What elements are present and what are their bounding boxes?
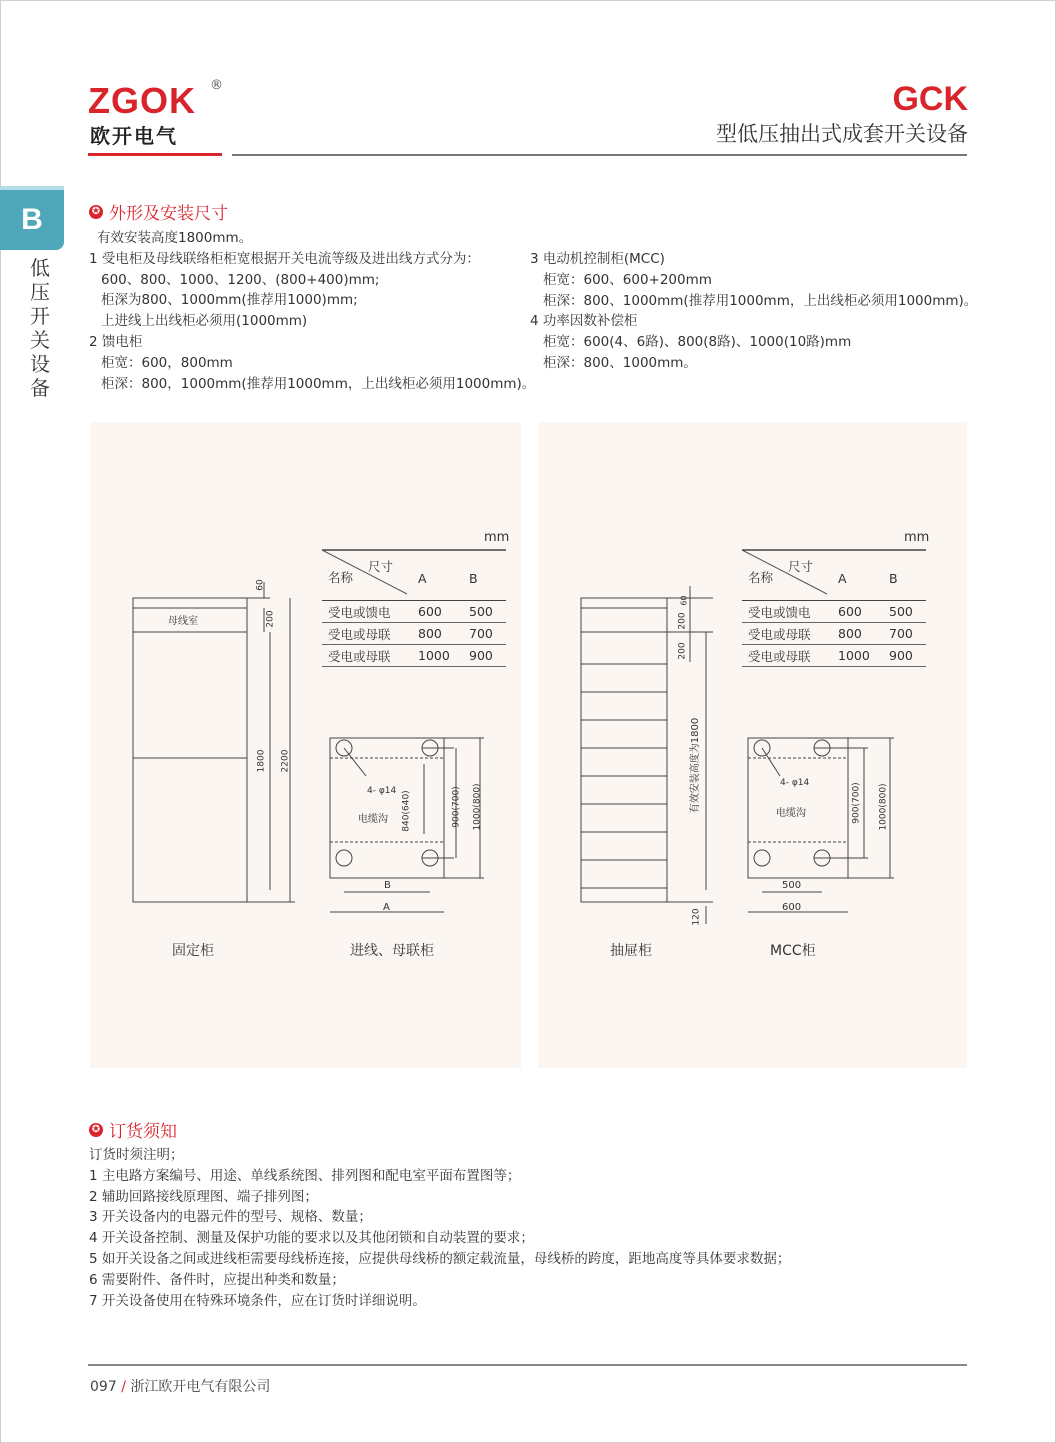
table-header-dim: 尺寸	[788, 559, 814, 574]
holes-label: 4- φ14	[367, 786, 397, 796]
section-heading-dimensions	[89, 199, 228, 224]
fixed-cabinet-drawing	[130, 572, 310, 912]
dim-840-label: 840(640)	[401, 790, 412, 832]
footer-separator: /	[121, 1379, 126, 1395]
table-cell: 1000	[412, 645, 463, 667]
text-line: 有效安装高度1800mm。	[97, 230, 253, 246]
logo-underline	[88, 153, 222, 156]
table-cell: 1000	[832, 645, 883, 667]
text-line: 5 如开关设备之间或进线柜需要母线桥连接，应提供母线桥的额定载流量，母线桥的跨度，距地高度等具体要求数据；	[89, 1250, 791, 1267]
dim-600-label: 600	[782, 902, 802, 913]
text-line: 4 开关设备控制、测量及保护功能的要求以及其他闭锁和自动装置的要求；	[89, 1230, 534, 1247]
right-text-block	[530, 249, 977, 374]
side-tab-label: 低压开关设备	[30, 256, 50, 400]
table-cell: 受电或母联	[742, 623, 832, 645]
brand-company-short: 欧开电气	[90, 124, 178, 148]
dimension-table	[322, 550, 506, 667]
left-text-block	[89, 228, 535, 394]
table-cell: 受电或母联	[322, 645, 412, 667]
table-header-row	[742, 550, 926, 601]
table-row	[322, 645, 506, 667]
table-header-dim: 尺寸	[368, 559, 394, 574]
dim-b-label: B	[384, 880, 391, 891]
section-bullet-icon: ✪	[89, 1123, 103, 1137]
text-line: 3 电动机控制柜(MCC)	[530, 251, 665, 267]
table-cell: 500	[883, 601, 926, 623]
dim-200-label: 200	[265, 610, 276, 628]
dim-900-label: 900(700)	[851, 782, 862, 824]
text-line: 1 主电路方案编号、用途、单线系统图、排列图和配电室平面布置图等；	[89, 1167, 521, 1184]
section-title: 订货须知	[109, 1122, 177, 1142]
brand-logo: ZGOK	[88, 80, 196, 121]
table-header-name: 名称	[748, 570, 774, 585]
section-bullet-icon: ✪	[89, 205, 103, 219]
text-line: 柜深：800、1000mm(推荐用1000mm，上出线柜必须用1000mm)。	[543, 292, 978, 309]
dim-2200-label: 2200	[280, 749, 291, 773]
footer-company: 浙江欧开电气有限公司	[130, 1379, 271, 1395]
table-header-row	[322, 550, 506, 601]
dim-120-label: 120	[691, 908, 702, 926]
ordering-text-block	[89, 1145, 790, 1311]
product-code: GCK	[892, 80, 968, 118]
text-line: 600、800、1000、1200、(800+400)mm;	[101, 271, 380, 288]
holes-label: 4- φ14	[780, 778, 810, 788]
table-cell: 600	[412, 601, 463, 623]
busbar-room-label: 母线室	[168, 616, 198, 627]
table-row	[322, 623, 506, 645]
dim-1000-label: 1000(800)	[878, 783, 889, 831]
table-cell: 800	[832, 623, 883, 645]
table-header-a: A	[832, 550, 883, 601]
diagram-panel-right	[538, 422, 967, 1068]
dim-effective-height-label: 有效安装高度为1800	[690, 717, 702, 814]
text-line: 柜宽：600，800mm	[101, 354, 233, 371]
table-cell: 受电或母联	[322, 623, 412, 645]
table-cell: 受电或母联	[742, 645, 832, 667]
table-header-b: B	[883, 550, 926, 601]
section-heading-ordering	[89, 1117, 177, 1142]
text-line: 柜深：800、1000mm。	[543, 354, 697, 371]
text-line: 柜宽：600(4、6路)、800(8路)、1000(10路)mm	[543, 334, 852, 351]
caption-mcc-cabinet: MCC柜	[770, 943, 816, 959]
caption-drawer-cabinet: 抽屉柜	[610, 943, 652, 959]
text-line: 7 开关设备使用在特殊环境条件，应在订货时详细说明。	[89, 1292, 426, 1309]
table-cell: 800	[412, 623, 463, 645]
dim-60-label: 60	[255, 579, 266, 591]
cable-trench-label: 电缆沟	[358, 814, 388, 825]
table-cell: 700	[883, 623, 926, 645]
table-row	[742, 601, 926, 623]
unit-label: mm	[904, 530, 930, 545]
text-line: 6 需要附件、备件时，应提出种类和数量；	[89, 1271, 345, 1288]
text-line: 柜宽：600、600+200mm	[543, 271, 712, 288]
dim-60-label: 60	[679, 595, 689, 606]
table-row	[742, 645, 926, 667]
dim-a-label: A	[383, 902, 390, 913]
dim-500-label: 500	[782, 880, 802, 891]
section-title: 外形及安装尺寸	[109, 204, 228, 224]
dim-1800-label: 1800	[256, 749, 267, 773]
unit-label: mm	[484, 530, 510, 545]
diagram-panel-left	[90, 422, 521, 1068]
table-header-name: 名称	[328, 570, 354, 585]
table-cell: 900	[883, 645, 926, 667]
side-tab-letter: B	[0, 190, 64, 250]
table-header-a: A	[412, 550, 463, 601]
text-line: 2 辅助回路接线原理图、端子排列图；	[89, 1188, 318, 1205]
text-line: 柜深为800、1000mm(推荐用1000)mm;	[101, 292, 358, 309]
header-rule	[232, 154, 967, 156]
table-cell: 受电或馈电	[322, 601, 412, 623]
drawer-cabinet-drawing	[578, 572, 728, 932]
text-line: 3 开关设备内的电器元件的型号、规格、数量；	[89, 1209, 372, 1226]
table-cell: 受电或馈电	[742, 601, 832, 623]
dim-200a-label: 200	[677, 612, 688, 630]
dim-1000-label: 1000(800)	[472, 783, 483, 831]
registered-mark: ®	[210, 78, 223, 93]
table-row	[322, 601, 506, 623]
table-cell: 500	[463, 601, 506, 623]
text-line: 订货时须注明；	[89, 1147, 184, 1163]
text-line: 柜深：800，1000mm(推荐用1000mm，上出线柜必须用1000mm)。	[101, 375, 536, 392]
table-cell: 700	[463, 623, 506, 645]
caption-fixed-cabinet: 固定柜	[172, 943, 214, 959]
table-header-b: B	[463, 550, 506, 601]
text-line: 4 功率因数补偿柜	[530, 313, 638, 330]
dim-200b-label: 200	[677, 642, 688, 660]
caption-incoming-cabinet: 进线、母联柜	[350, 943, 434, 959]
product-title: 型低压抽出式成套开关设备	[716, 122, 968, 146]
text-line: 上进线上出线柜必须用(1000mm)	[101, 313, 308, 330]
footer	[90, 1376, 270, 1396]
footer-rule	[88, 1364, 967, 1366]
text-line: 1 受电柜及母线联络柜柜宽根据开关电流等级及进出线方式分为：	[89, 250, 480, 267]
dimension-table	[742, 550, 926, 667]
table-cell: 900	[463, 645, 506, 667]
cable-trench-label: 电缆沟	[776, 808, 806, 819]
text-line: 2 馈电柜	[89, 333, 143, 350]
table-cell: 600	[832, 601, 883, 623]
page-number: 097	[90, 1379, 117, 1395]
dim-900-label: 900(700)	[451, 786, 462, 828]
table-row	[742, 623, 926, 645]
